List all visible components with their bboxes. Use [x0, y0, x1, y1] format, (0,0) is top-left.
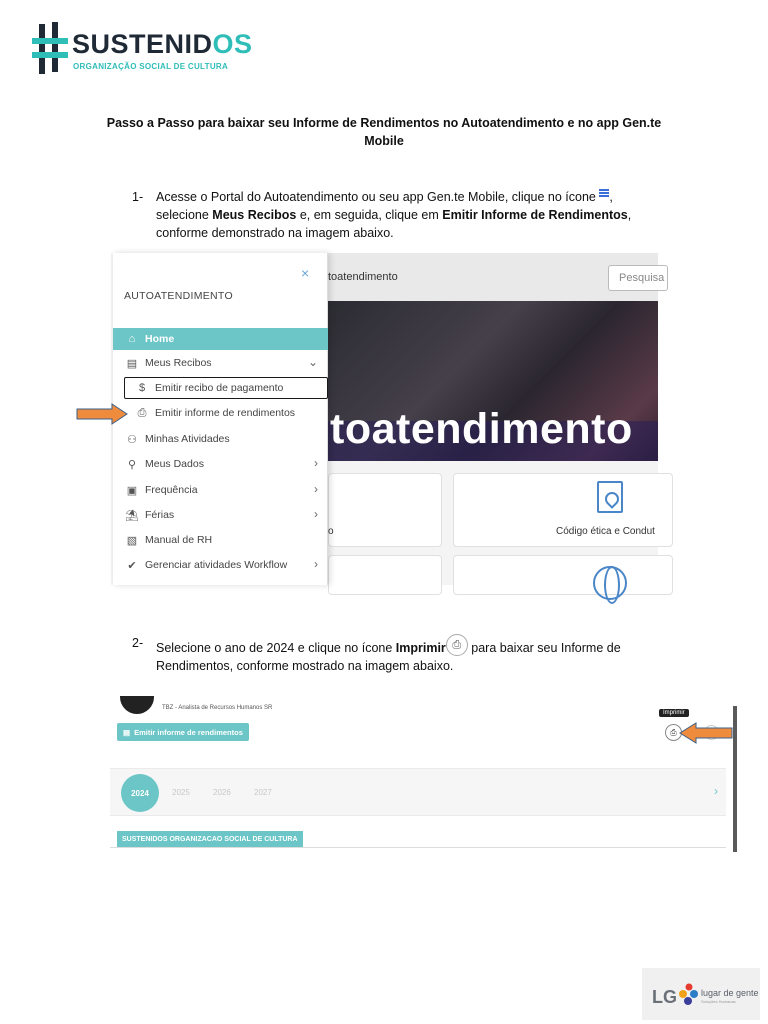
home-icon: ⌂ — [128, 333, 136, 345]
dollar-icon: $ — [138, 382, 146, 394]
lg-footer-logo — [642, 968, 760, 1020]
step-1 — [132, 188, 652, 242]
organization-label: SUSTENIDOS ORGANIZACAO SOCIAL DE CULTURA — [117, 831, 303, 847]
chevron-right-icon: › — [314, 456, 318, 470]
menu-item-frequencia[interactable]: ▣ Frequência › — [126, 482, 318, 497]
search-input[interactable]: Pesquisa — [608, 265, 668, 291]
globe-icon — [593, 566, 627, 600]
user-role: TBZ - Analista de Recursos Humanos SR — [162, 705, 273, 711]
chevron-down-icon: ⌄ — [307, 355, 318, 369]
lg-tagline-sub: Soluções Humanas — [701, 999, 736, 1004]
emitir-informe-header: ▤ Emitir informe de rendimentos — [117, 723, 249, 741]
print-button[interactable]: ⎙ — [665, 724, 682, 741]
activities-icon: ⚇ — [127, 433, 137, 446]
user-icon: ⚲ — [127, 458, 137, 471]
year-2026-button[interactable]: 2026 — [213, 788, 231, 797]
panel-title: AUTOATENDIMENTO — [124, 290, 233, 302]
step-1-number: 1- — [132, 190, 144, 204]
year-2027-button[interactable]: 2027 — [254, 788, 272, 797]
print-tooltip: Imprimir — [659, 709, 689, 717]
pdf-icon — [597, 481, 623, 513]
id-card-icon: ▣ — [126, 484, 138, 497]
side-menu-panel — [113, 253, 328, 585]
orange-arrow-icon — [679, 722, 733, 744]
menu-item-ferias[interactable]: ⛱ Férias › — [125, 507, 318, 522]
divider — [110, 847, 726, 848]
lg-dots-icon — [678, 982, 700, 1006]
close-icon[interactable]: × — [301, 265, 310, 281]
pdf-icon: ▧ — [126, 534, 138, 547]
orange-arrow-icon — [76, 403, 128, 425]
autoatendimento-screenshot — [111, 253, 665, 585]
chevron-right-icon[interactable]: › — [714, 784, 718, 798]
logo-wordmark: SUSTENIDOS — [72, 29, 253, 59]
menu-item-home[interactable]: ⌂ Home — [113, 328, 328, 350]
year-2025-button[interactable]: 2025 — [172, 788, 190, 797]
lg-tagline: lugar de gente — [701, 988, 759, 998]
chevron-right-icon: › — [314, 557, 318, 571]
menu-item-emitir-informe[interactable]: ⎙ Emitir informe de rendimentos — [113, 402, 328, 424]
avatar — [120, 696, 154, 714]
banner-title: toatendimento — [330, 405, 633, 453]
hashtag-logo-icon — [32, 22, 68, 76]
sustenidos-logo — [32, 22, 253, 78]
card-label: o — [328, 526, 334, 537]
menu-item-gerenciar-workflow[interactable]: ✔ Gerenciar atividades Workflow › — [113, 554, 328, 576]
printer-icon: ⎙ — [137, 406, 147, 419]
menu-item-minhas-atividades[interactable]: ⚇ Minhas Atividades — [113, 428, 328, 450]
vacation-icon: ⛱ — [125, 509, 139, 522]
shortcut-card[interactable] — [328, 473, 442, 547]
step-2-text: Selecione o ano de 2024 e clique no ícone Imprimir ⎙ para baixar seu Informe de Rendimentos, conforme mostrado na imagem abaixo. — [156, 634, 652, 675]
chevron-right-icon: › — [314, 482, 318, 496]
step-1-text: Acesse o Portal do Autoatendimento ou seu app Gen.te Mobile, clique no ícone , selecione Meus Recibos e, em seguida, clique em Emitir Informe de Rendimentos, conforme demonstrado na imagem abaixo. — [156, 190, 632, 240]
informe-rendimentos-screenshot — [110, 706, 738, 852]
check-icon: ✔ — [127, 559, 137, 572]
menu-item-emitir-recibo[interactable]: $ Emitir recibo de pagamento — [124, 377, 328, 399]
portal-header-title: toatendimento — [328, 271, 398, 283]
lg-brand: LG — [652, 987, 677, 1007]
document-title: Passo a Passo para baixar seu Informe de Rendimentos no Autoatendimento e no app Gen.te Mobile — [106, 116, 662, 148]
window-edge — [733, 706, 737, 852]
logo-subtitle: ORGANIZAÇÃO SOCIAL DE CULTURA — [73, 62, 229, 71]
shortcut-card[interactable] — [453, 555, 673, 595]
receipt-icon: ▤ — [123, 727, 131, 737]
menu-item-manual-rh[interactable]: ▧ Manual de RH — [126, 534, 213, 547]
hamburger-menu-icon — [599, 189, 609, 197]
step-2-number: 2- — [132, 636, 144, 650]
card-label-codigo-etica: Código ética e Condut — [556, 526, 655, 537]
step-2 — [132, 634, 652, 675]
menu-item-meus-dados[interactable]: ⚲ Meus Dados › — [113, 453, 328, 475]
shortcut-card[interactable] — [328, 555, 442, 595]
menu-item-meus-recibos[interactable]: ▤ Meus Recibos ⌄ — [126, 355, 318, 370]
year-2024-button[interactable]: 2024 — [121, 774, 159, 812]
receipt-icon: ▤ — [126, 357, 138, 370]
year-selector — [110, 768, 726, 816]
printer-icon: ⎙ — [446, 634, 468, 656]
chevron-right-icon: › — [314, 507, 318, 521]
